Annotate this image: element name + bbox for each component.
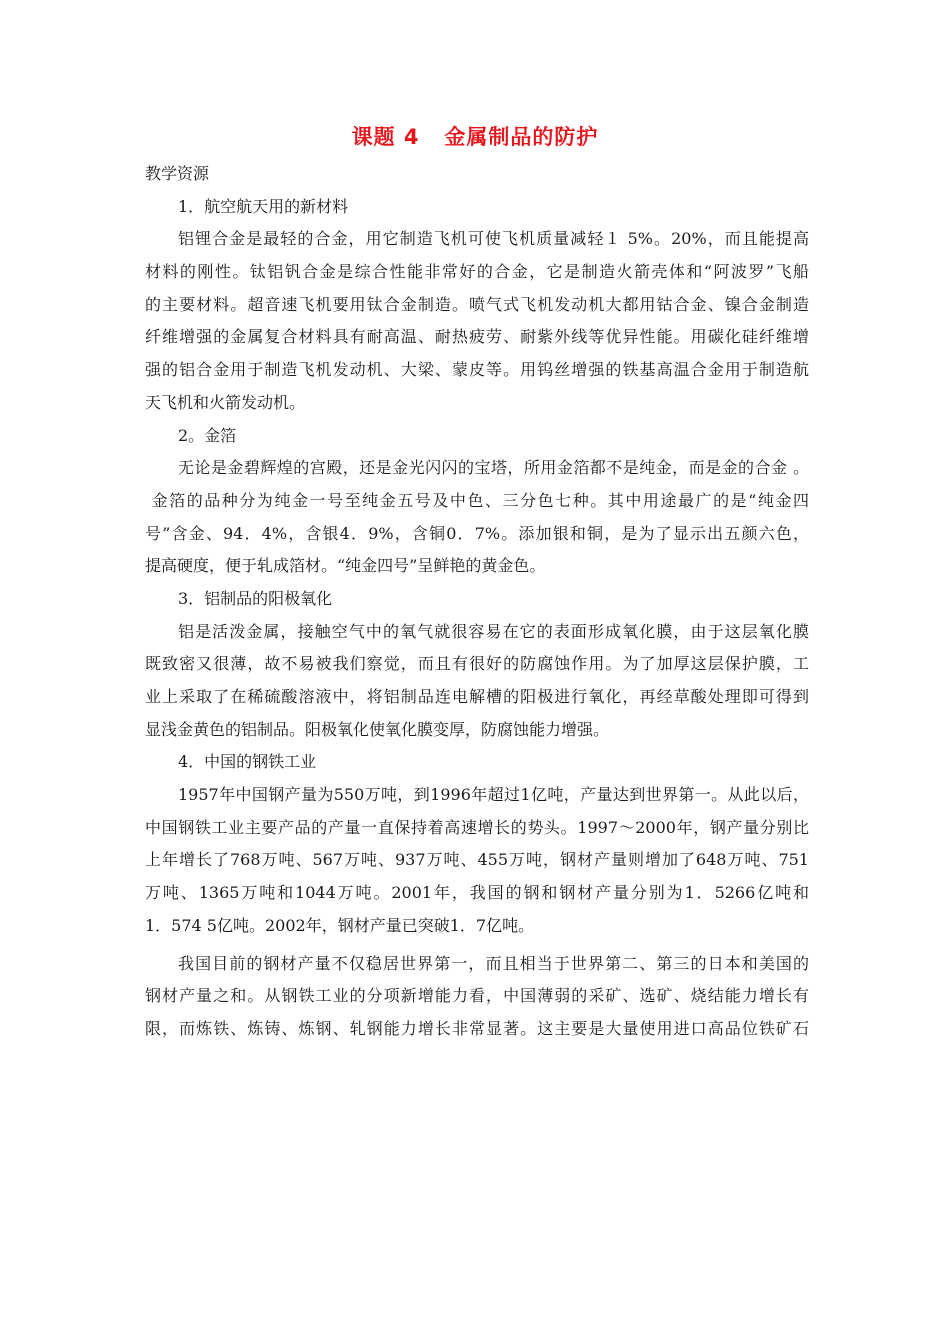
paragraph-line: 金箔的品种分为纯金一号至纯金五号及中色、三分色七种。其中用途最广的是“纯金四	[145, 490, 809, 510]
paragraph-line: 万吨、1365万吨和1044万吨。2001年，我国的钢和钢材产量分别为1．5266亿吨和	[145, 883, 809, 903]
paragraph-line: 钢材产量之和。从钢铁工业的分项新增能力看，中国薄弱的采矿、选矿、烧结能力增长有	[145, 986, 809, 1006]
section-heading: 1．航空航天用的新材料	[178, 196, 349, 216]
section-heading: 4．中国的钢铁工业	[178, 752, 317, 772]
section-label: 教学资源	[145, 164, 210, 183]
paragraph-line: 我国目前的钢材产量不仅稳居世界第一，而且相当于世界第二、第三的日本和美国的	[178, 953, 809, 973]
paragraph-line: 铝是活泼金属，接触空气中的氧气就很容易在它的表面形成氧化膜，由于这层氧化膜	[178, 621, 809, 641]
document-title: 课题 4 金属制品的防护	[351, 125, 599, 149]
paragraph-line: 上年增长了768万吨、567万吨、937万吨、455万吨，钢材产量则增加了648万吨、751	[145, 850, 809, 870]
paragraph-line: 强的铝合金用于制造飞机发动机、大梁、蒙皮等。用钨丝增强的铁基高温合金用于制造航	[145, 360, 809, 380]
paragraph-line: 中国钢铁工业主要产品的产量一直保持着高速增长的势头。1997～2000年，钢产量分别比	[145, 817, 809, 837]
paragraph-line: 天飞机和火箭发动机。	[145, 392, 306, 412]
paragraph-line: 无论是金碧辉煌的宫殿，还是金光闪闪的宝塔，所用金箔都不是纯金，而是金的合金 。	[178, 458, 809, 478]
section-heading: 3．铝制品的阳极氧化	[178, 588, 333, 608]
paragraph-line: 提高硬度，便于轧成箔材。“纯金四号”呈鲜艳的黄金色。	[145, 556, 546, 576]
paragraph-line: 材料的刚性。钛铝钒合金是综合性能非常好的合金，它是制造火箭壳体和“阿波罗”飞船	[145, 262, 809, 282]
paragraph-line: 铝锂合金是最轻的合金，用它制造飞机可使飞机质量减轻１ 5%。20%，而且能提高	[178, 229, 809, 249]
paragraph-line: 既致密又很薄，故不易被我们察觉，而且有很好的防腐蚀作用。为了加厚这层保护膜，工	[145, 654, 809, 674]
paragraph-line: 纤维增强的金属复合材料具有耐高温、耐热疲劳、耐紫外线等优异性能。用碳化硅纤维增	[145, 327, 809, 347]
document-body	[145, 158, 809, 1046]
paragraph-line: 的主要材料。超音速飞机要用钛合金制造。喷气式飞机发动机大都用钴合金、镍合金制造	[145, 294, 809, 314]
paragraph-line: 号”含金、94．4%，含银4．9%，含铜0．7%。添加银和铜，是为了显示出五颜六色，	[145, 523, 809, 543]
paragraph-line: 1957年中国钢产量为550万吨，到1996年超过1亿吨，产量达到世界第一。从此以后，	[178, 785, 809, 805]
paragraph-line: 1．574 5亿吨。2002年，钢材产量已突破1．7亿吨。	[145, 915, 535, 935]
paragraph-line: 显浅金黄色的铝制品。阳极氧化使氧化膜变厚，防腐蚀能力增强。	[145, 719, 610, 739]
paragraph-line: 业上采取了在稀硫酸溶液中，将铝制品连电解槽的阳极进行氧化，再经草酸处理即可得到	[145, 687, 809, 706]
section-heading: 2。金箔	[178, 425, 237, 445]
paragraph-line: 限，而炼铁、炼铸、炼钢、轧钢能力增长非常显著。这主要是大量使用进口高品位铁矿石	[145, 1018, 809, 1038]
